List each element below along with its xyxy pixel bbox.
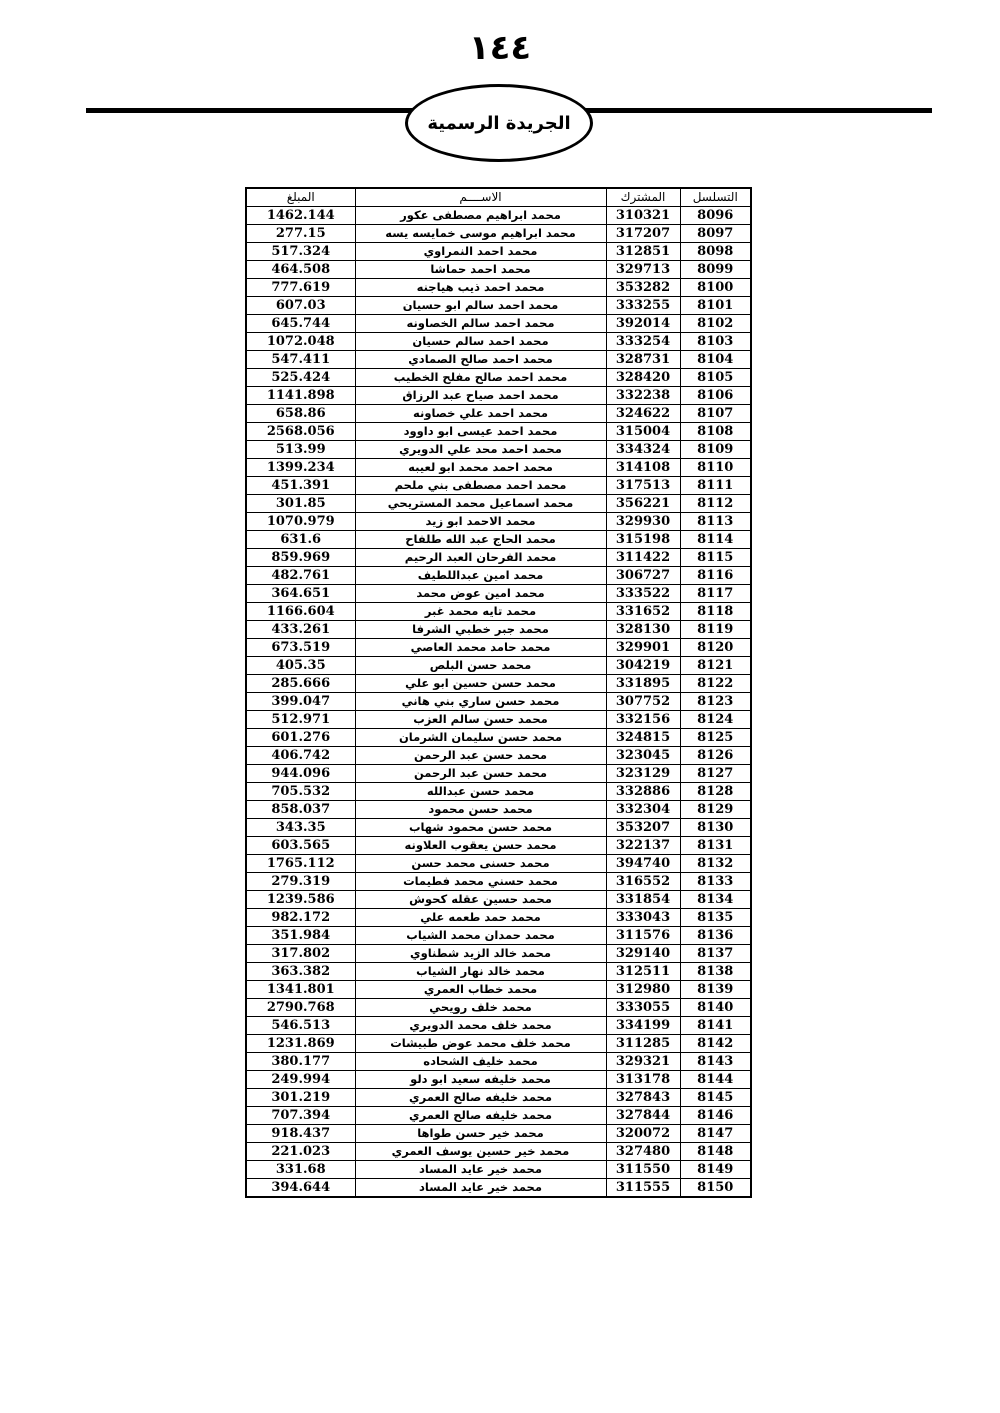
table-row xyxy=(246,549,751,567)
cell-subscriber: 329140 xyxy=(606,945,680,963)
cell-amount: 317.802 xyxy=(246,945,355,963)
cell-serial: 8148 xyxy=(680,1143,751,1161)
cell-subscriber: 327844 xyxy=(606,1107,680,1125)
cell-serial: 8122 xyxy=(680,675,751,693)
gazette-title: الجريدة الرسمية xyxy=(427,112,571,134)
cell-amount: 1070.979 xyxy=(246,513,355,531)
table-row xyxy=(246,585,751,603)
cell-name: محمد حسن عبدالله xyxy=(355,783,606,801)
cell-serial: 8119 xyxy=(680,621,751,639)
table-row xyxy=(246,693,751,711)
cell-name: محمد احمد سالم حسيان xyxy=(355,333,606,351)
table-row xyxy=(246,999,751,1017)
cell-amount: 464.508 xyxy=(246,261,355,279)
table-row xyxy=(246,495,751,513)
cell-amount: 517.324 xyxy=(246,243,355,261)
cell-subscriber: 394740 xyxy=(606,855,680,873)
cell-amount: 1239.586 xyxy=(246,891,355,909)
cell-amount: 482.761 xyxy=(246,567,355,585)
col-header-serial: التسلسل xyxy=(680,188,751,207)
table-row xyxy=(246,981,751,999)
cell-amount: 343.35 xyxy=(246,819,355,837)
cell-serial: 8111 xyxy=(680,477,751,495)
cell-serial: 8144 xyxy=(680,1071,751,1089)
cell-subscriber: 333255 xyxy=(606,297,680,315)
cell-name: محمد احمد عيسى ابو داوود xyxy=(355,423,606,441)
cell-subscriber: 353207 xyxy=(606,819,680,837)
table-row xyxy=(246,423,751,441)
cell-amount: 607.03 xyxy=(246,297,355,315)
table-row xyxy=(246,315,751,333)
cell-serial: 8123 xyxy=(680,693,751,711)
cell-name: محمد احمد صياح عبد الرزاق xyxy=(355,387,606,405)
gazette-title-oval xyxy=(405,84,593,162)
cell-subscriber: 322137 xyxy=(606,837,680,855)
table-row xyxy=(246,639,751,657)
table-row xyxy=(246,279,751,297)
cell-serial: 8150 xyxy=(680,1179,751,1198)
cell-amount: 918.437 xyxy=(246,1125,355,1143)
table-row xyxy=(246,603,751,621)
cell-name: محمد خليفه صالح العمري xyxy=(355,1089,606,1107)
col-header-subscriber: المشترك xyxy=(606,188,680,207)
cell-name: محمد احمد صالح مفلح الخطيب xyxy=(355,369,606,387)
table-row xyxy=(246,1143,751,1161)
cell-serial: 8117 xyxy=(680,585,751,603)
subscribers-table-wrap xyxy=(247,187,752,1198)
cell-serial: 8108 xyxy=(680,423,751,441)
cell-name: محمد حسن عبد الرحمن xyxy=(355,747,606,765)
cell-amount: 512.971 xyxy=(246,711,355,729)
page-number: ١٤٤ xyxy=(468,28,532,68)
table-row xyxy=(246,873,751,891)
cell-subscriber: 323129 xyxy=(606,765,680,783)
cell-subscriber: 392014 xyxy=(606,315,680,333)
cell-subscriber: 331652 xyxy=(606,603,680,621)
cell-name: محمد امين عبداللطيف xyxy=(355,567,606,585)
cell-subscriber: 332886 xyxy=(606,783,680,801)
cell-serial: 8128 xyxy=(680,783,751,801)
cell-amount: 601.276 xyxy=(246,729,355,747)
table-row xyxy=(246,963,751,981)
cell-amount: 394.644 xyxy=(246,1179,355,1198)
cell-name: محمد خير عايد المساد xyxy=(355,1161,606,1179)
cell-subscriber: 331854 xyxy=(606,891,680,909)
cell-name: محمد حامد محمد العاصي xyxy=(355,639,606,657)
cell-serial: 8118 xyxy=(680,603,751,621)
cell-serial: 8126 xyxy=(680,747,751,765)
cell-serial: 8146 xyxy=(680,1107,751,1125)
cell-subscriber: 317513 xyxy=(606,477,680,495)
cell-subscriber: 333055 xyxy=(606,999,680,1017)
cell-amount: 707.394 xyxy=(246,1107,355,1125)
cell-serial: 8131 xyxy=(680,837,751,855)
cell-serial: 8102 xyxy=(680,315,751,333)
table-row xyxy=(246,855,751,873)
cell-name: محمد خليفه صالح العمري xyxy=(355,1107,606,1125)
cell-name: محمد حسني محمد فطيمات xyxy=(355,873,606,891)
cell-name: محمد حسن عبد الرحمن xyxy=(355,765,606,783)
cell-amount: 1462.144 xyxy=(246,207,355,225)
cell-serial: 8121 xyxy=(680,657,751,675)
cell-subscriber: 329321 xyxy=(606,1053,680,1071)
cell-serial: 8124 xyxy=(680,711,751,729)
cell-name: محمد احمد محد علي الدويري xyxy=(355,441,606,459)
cell-amount: 858.037 xyxy=(246,801,355,819)
cell-serial: 8115 xyxy=(680,549,751,567)
cell-subscriber: 328130 xyxy=(606,621,680,639)
cell-amount: 2790.768 xyxy=(246,999,355,1017)
cell-amount: 1765.112 xyxy=(246,855,355,873)
cell-subscriber: 311555 xyxy=(606,1179,680,1198)
cell-name: محمد تايه محمد غبر xyxy=(355,603,606,621)
cell-amount: 603.565 xyxy=(246,837,355,855)
cell-name: محمد خليف الشحاده xyxy=(355,1053,606,1071)
cell-subscriber: 328731 xyxy=(606,351,680,369)
cell-subscriber: 307752 xyxy=(606,693,680,711)
col-header-amount: المبلغ xyxy=(246,188,355,207)
cell-subscriber: 304219 xyxy=(606,657,680,675)
cell-amount: 285.666 xyxy=(246,675,355,693)
table-row xyxy=(246,369,751,387)
cell-serial: 8133 xyxy=(680,873,751,891)
cell-name: محمد خلف محمد الدويري xyxy=(355,1017,606,1035)
cell-amount: 631.6 xyxy=(246,531,355,549)
cell-serial: 8114 xyxy=(680,531,751,549)
cell-subscriber: 327843 xyxy=(606,1089,680,1107)
cell-subscriber: 320072 xyxy=(606,1125,680,1143)
cell-serial: 8134 xyxy=(680,891,751,909)
cell-name: محمد حسن ساري بني هاني xyxy=(355,693,606,711)
table-row xyxy=(246,405,751,423)
cell-amount: 331.68 xyxy=(246,1161,355,1179)
cell-name: محمد احمد ذيب هياجنه xyxy=(355,279,606,297)
table-row xyxy=(246,297,751,315)
table-row xyxy=(246,243,751,261)
table-row xyxy=(246,459,751,477)
cell-name: محمد خير عايد المساد xyxy=(355,1179,606,1198)
cell-amount: 399.047 xyxy=(246,693,355,711)
table-row xyxy=(246,747,751,765)
cell-serial: 8129 xyxy=(680,801,751,819)
cell-name: محمد خالد الزيد شطناوي xyxy=(355,945,606,963)
cell-name: محمد احمد مصطفى بني ملحم xyxy=(355,477,606,495)
cell-serial: 8097 xyxy=(680,225,751,243)
cell-amount: 673.519 xyxy=(246,639,355,657)
cell-amount: 859.969 xyxy=(246,549,355,567)
cell-subscriber: 317207 xyxy=(606,225,680,243)
cell-serial: 8147 xyxy=(680,1125,751,1143)
cell-amount: 301.85 xyxy=(246,495,355,513)
cell-amount: 658.86 xyxy=(246,405,355,423)
cell-subscriber: 329901 xyxy=(606,639,680,657)
cell-subscriber: 353282 xyxy=(606,279,680,297)
cell-serial: 8136 xyxy=(680,927,751,945)
table-row xyxy=(246,909,751,927)
cell-name: محمد احمد سالم الخصاونه xyxy=(355,315,606,333)
cell-subscriber: 334199 xyxy=(606,1017,680,1035)
cell-amount: 1072.048 xyxy=(246,333,355,351)
cell-subscriber: 323045 xyxy=(606,747,680,765)
cell-subscriber: 312980 xyxy=(606,981,680,999)
table-row xyxy=(246,801,751,819)
cell-serial: 8106 xyxy=(680,387,751,405)
cell-name: محمد حسن محمود شهاب xyxy=(355,819,606,837)
table-row xyxy=(246,351,751,369)
cell-subscriber: 316552 xyxy=(606,873,680,891)
cell-name: محمد خالد نهار الشياب xyxy=(355,963,606,981)
cell-amount: 513.99 xyxy=(246,441,355,459)
cell-subscriber: 313178 xyxy=(606,1071,680,1089)
cell-subscriber: 356221 xyxy=(606,495,680,513)
cell-serial: 8112 xyxy=(680,495,751,513)
cell-subscriber: 315198 xyxy=(606,531,680,549)
table-row xyxy=(246,1125,751,1143)
cell-subscriber: 333254 xyxy=(606,333,680,351)
cell-serial: 8110 xyxy=(680,459,751,477)
cell-subscriber: 324622 xyxy=(606,405,680,423)
cell-name: محمد ابراهيم موسى خمايسه يسه xyxy=(355,225,606,243)
cell-subscriber: 314108 xyxy=(606,459,680,477)
cell-name: محمد الاحمد ابو زيد xyxy=(355,513,606,531)
cell-amount: 364.651 xyxy=(246,585,355,603)
table-row xyxy=(246,333,751,351)
cell-subscriber: 315004 xyxy=(606,423,680,441)
cell-subscriber: 333522 xyxy=(606,585,680,603)
cell-name: محمد احمد النمراوي xyxy=(355,243,606,261)
table-row xyxy=(246,207,751,225)
cell-serial: 8127 xyxy=(680,765,751,783)
cell-name: محمد جبر خطبي الشرفا xyxy=(355,621,606,639)
cell-name: محمد حسن البلص xyxy=(355,657,606,675)
cell-amount: 221.023 xyxy=(246,1143,355,1161)
cell-name: محمد الفرحان العبد الرحيم xyxy=(355,549,606,567)
cell-serial: 8107 xyxy=(680,405,751,423)
cell-subscriber: 311576 xyxy=(606,927,680,945)
cell-subscriber: 312851 xyxy=(606,243,680,261)
cell-name: محمد حسن حسين ابو علي xyxy=(355,675,606,693)
cell-name: محمد خير حسن طواها xyxy=(355,1125,606,1143)
cell-amount: 944.096 xyxy=(246,765,355,783)
cell-subscriber: 332156 xyxy=(606,711,680,729)
cell-serial: 8142 xyxy=(680,1035,751,1053)
cell-amount: 406.742 xyxy=(246,747,355,765)
cell-amount: 1141.898 xyxy=(246,387,355,405)
cell-serial: 8139 xyxy=(680,981,751,999)
cell-amount: 547.411 xyxy=(246,351,355,369)
table-row xyxy=(246,1035,751,1053)
table-row xyxy=(246,927,751,945)
cell-serial: 8104 xyxy=(680,351,751,369)
cell-name: محمد حسن سليمان الشرمان xyxy=(355,729,606,747)
cell-amount: 1341.801 xyxy=(246,981,355,999)
table-row xyxy=(246,1179,751,1198)
cell-subscriber: 333043 xyxy=(606,909,680,927)
table-row xyxy=(246,387,751,405)
cell-amount: 1399.234 xyxy=(246,459,355,477)
cell-subscriber: 328420 xyxy=(606,369,680,387)
cell-serial: 8145 xyxy=(680,1089,751,1107)
table-row xyxy=(246,819,751,837)
cell-name: محمد احمد سالم ابو حسيان xyxy=(355,297,606,315)
cell-subscriber: 311285 xyxy=(606,1035,680,1053)
cell-amount: 277.15 xyxy=(246,225,355,243)
cell-amount: 380.177 xyxy=(246,1053,355,1071)
cell-serial: 8100 xyxy=(680,279,751,297)
cell-subscriber: 334324 xyxy=(606,441,680,459)
table-row xyxy=(246,513,751,531)
cell-amount: 279.319 xyxy=(246,873,355,891)
cell-amount: 525.424 xyxy=(246,369,355,387)
cell-subscriber: 329713 xyxy=(606,261,680,279)
table-row xyxy=(246,477,751,495)
cell-serial: 8149 xyxy=(680,1161,751,1179)
cell-subscriber: 310321 xyxy=(606,207,680,225)
cell-amount: 546.513 xyxy=(246,1017,355,1035)
table-row xyxy=(246,1053,751,1071)
cell-subscriber: 331895 xyxy=(606,675,680,693)
cell-serial: 8138 xyxy=(680,963,751,981)
cell-name: محمد الحاج عبد الله طلفاح xyxy=(355,531,606,549)
cell-serial: 8113 xyxy=(680,513,751,531)
cell-serial: 8125 xyxy=(680,729,751,747)
cell-name: محمد حمدان محمد الشياب xyxy=(355,927,606,945)
cell-name: محمد احمد صالح الصمادي xyxy=(355,351,606,369)
cell-amount: 451.391 xyxy=(246,477,355,495)
subscribers-table xyxy=(245,187,752,1198)
cell-serial: 8109 xyxy=(680,441,751,459)
cell-name: محمد خليفه سعيد ابو دلو xyxy=(355,1071,606,1089)
cell-name: محمد حسين عقله كحوش xyxy=(355,891,606,909)
table-row xyxy=(246,531,751,549)
cell-amount: 433.261 xyxy=(246,621,355,639)
cell-name: محمد خطاب العمري xyxy=(355,981,606,999)
cell-name: محمد امين عوض محمد xyxy=(355,585,606,603)
table-row xyxy=(246,1071,751,1089)
cell-serial: 8137 xyxy=(680,945,751,963)
cell-serial: 8143 xyxy=(680,1053,751,1071)
table-row xyxy=(246,711,751,729)
cell-name: محمد خلف محمد عوض طبيشات xyxy=(355,1035,606,1053)
cell-amount: 1231.869 xyxy=(246,1035,355,1053)
cell-serial: 8105 xyxy=(680,369,751,387)
cell-subscriber: 311422 xyxy=(606,549,680,567)
cell-subscriber: 311550 xyxy=(606,1161,680,1179)
cell-amount: 405.35 xyxy=(246,657,355,675)
cell-amount: 645.744 xyxy=(246,315,355,333)
cell-name: محمد احمد محمد ابو لعيبه xyxy=(355,459,606,477)
cell-name: محمد اسماعيل محمد المستريحي xyxy=(355,495,606,513)
cell-amount: 249.994 xyxy=(246,1071,355,1089)
table-row xyxy=(246,621,751,639)
cell-name: محمد خلف رويحي xyxy=(355,999,606,1017)
table-row xyxy=(246,783,751,801)
table-row xyxy=(246,765,751,783)
cell-serial: 8135 xyxy=(680,909,751,927)
table-row xyxy=(246,441,751,459)
cell-name: محمد حسن سالم العزب xyxy=(355,711,606,729)
table-row xyxy=(246,1017,751,1035)
cell-serial: 8120 xyxy=(680,639,751,657)
table-row xyxy=(246,261,751,279)
cell-amount: 705.532 xyxy=(246,783,355,801)
cell-serial: 8101 xyxy=(680,297,751,315)
table-row xyxy=(246,657,751,675)
cell-serial: 8099 xyxy=(680,261,751,279)
cell-amount: 363.382 xyxy=(246,963,355,981)
table-row xyxy=(246,567,751,585)
cell-name: محمد حسنى محمد حسن xyxy=(355,855,606,873)
cell-serial: 8116 xyxy=(680,567,751,585)
cell-subscriber: 332304 xyxy=(606,801,680,819)
cell-name: محمد احمد علي خصاونه xyxy=(355,405,606,423)
cell-subscriber: 329930 xyxy=(606,513,680,531)
cell-serial: 8098 xyxy=(680,243,751,261)
cell-name: محمد خير حسين يوسف العمري xyxy=(355,1143,606,1161)
table-row xyxy=(246,225,751,243)
cell-name: محمد ابراهيم مصطفى عكور xyxy=(355,207,606,225)
cell-subscriber: 332238 xyxy=(606,387,680,405)
table-row xyxy=(246,891,751,909)
cell-name: محمد حمد طعمه علي xyxy=(355,909,606,927)
cell-amount: 777.619 xyxy=(246,279,355,297)
table-row xyxy=(246,1107,751,1125)
table-header-row xyxy=(246,188,751,207)
cell-amount: 1166.604 xyxy=(246,603,355,621)
table-row xyxy=(246,1161,751,1179)
cell-amount: 351.984 xyxy=(246,927,355,945)
table-row xyxy=(246,945,751,963)
cell-serial: 8130 xyxy=(680,819,751,837)
cell-serial: 8141 xyxy=(680,1017,751,1035)
col-header-name: الاســــم xyxy=(355,188,606,207)
table-row xyxy=(246,837,751,855)
cell-amount: 2568.056 xyxy=(246,423,355,441)
cell-amount: 982.172 xyxy=(246,909,355,927)
cell-name: محمد حسن يعقوب العلاونه xyxy=(355,837,606,855)
cell-subscriber: 327480 xyxy=(606,1143,680,1161)
cell-serial: 8140 xyxy=(680,999,751,1017)
cell-serial: 8132 xyxy=(680,855,751,873)
cell-serial: 8096 xyxy=(680,207,751,225)
cell-amount: 301.219 xyxy=(246,1089,355,1107)
table-row xyxy=(246,1089,751,1107)
cell-serial: 8103 xyxy=(680,333,751,351)
table-row xyxy=(246,729,751,747)
cell-subscriber: 306727 xyxy=(606,567,680,585)
table-row xyxy=(246,675,751,693)
cell-subscriber: 312511 xyxy=(606,963,680,981)
cell-name: محمد حسن محمود xyxy=(355,801,606,819)
cell-subscriber: 324815 xyxy=(606,729,680,747)
cell-name: محمد احمد حماشا xyxy=(355,261,606,279)
